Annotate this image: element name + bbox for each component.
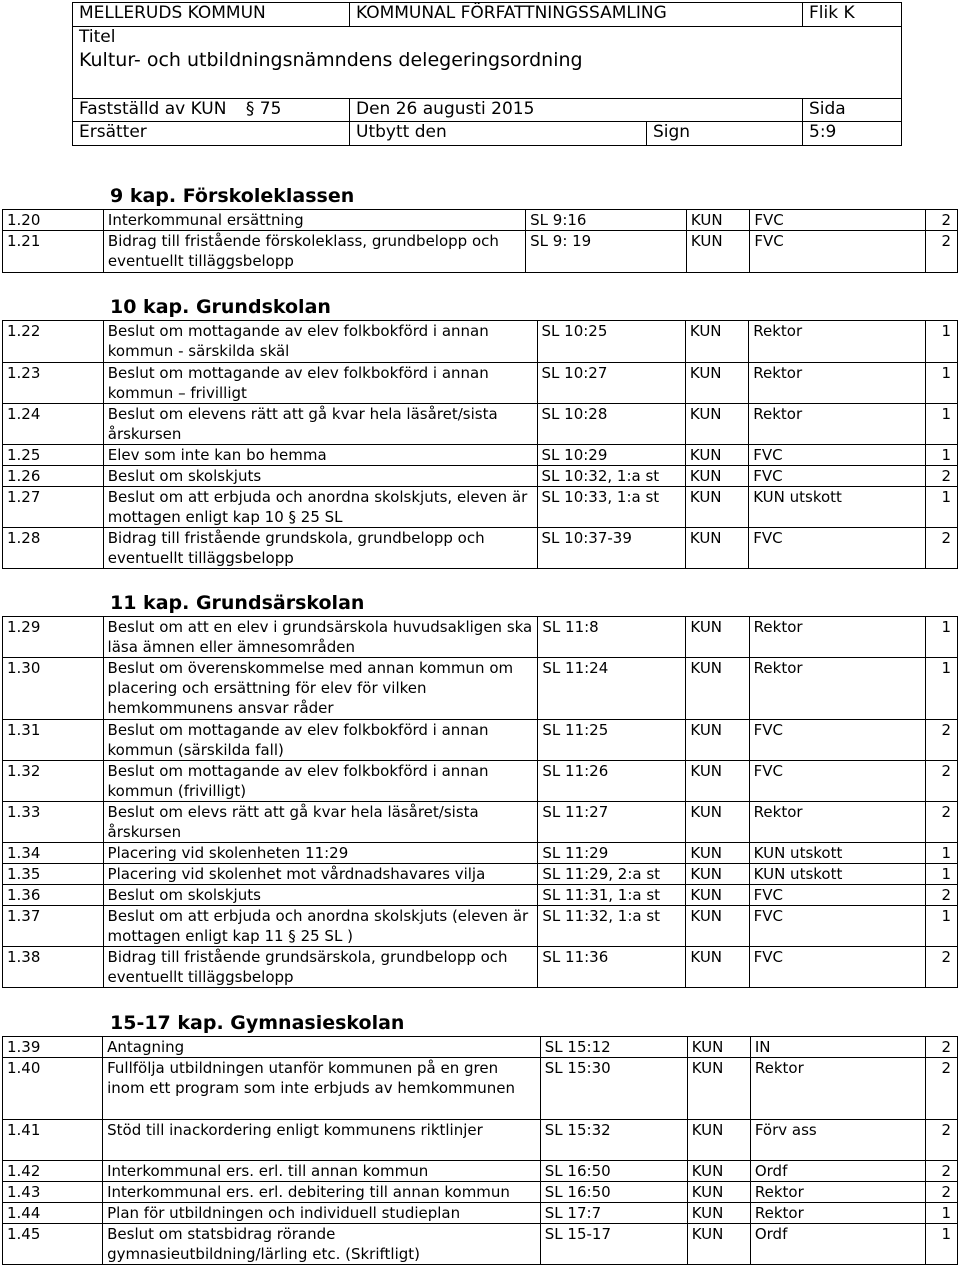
item-number: 1.39 (3, 1037, 103, 1058)
law-reference: SL 11:24 (538, 658, 686, 720)
table-row (3, 445, 958, 466)
paragraph-number: § 75 (245, 99, 282, 119)
level: 2 (925, 231, 957, 273)
item-description: Beslut om mottagande av elev folkbokförd i annan kommun (frivilligt) (103, 761, 538, 802)
level: 1 (925, 404, 957, 445)
delegate: Ordf (750, 1161, 925, 1182)
responsible-body: KUN (687, 1224, 750, 1265)
item-number: 1.41 (3, 1120, 103, 1161)
established-cell (73, 99, 350, 122)
item-number: 1.24 (3, 404, 104, 445)
item-number: 1.38 (3, 947, 104, 988)
item-description: Beslut om skolskjuts (103, 885, 538, 906)
item-number: 1.36 (3, 885, 104, 906)
level: 2 (925, 720, 957, 761)
item-description: Bidrag till fristående grundsärskola, grundbelopp och eventuellt tilläggsbelopp (103, 947, 538, 988)
page-label: Sida (803, 99, 902, 122)
delegate: FVC (750, 231, 925, 273)
table-row (3, 761, 958, 802)
delegate: Rektor (749, 802, 925, 843)
item-number: 1.44 (3, 1203, 103, 1224)
item-number: 1.22 (3, 321, 104, 363)
item-number: 1.43 (3, 1182, 103, 1203)
table-row (3, 864, 958, 885)
replaces-label: Ersätter (73, 122, 350, 146)
responsible-body: KUN (685, 404, 748, 445)
table-row (3, 1182, 958, 1203)
level: 1 (925, 321, 957, 363)
item-number: 1.37 (3, 906, 104, 947)
law-reference: SL 15:32 (540, 1120, 687, 1161)
delegate: Rektor (750, 1058, 925, 1120)
responsible-body: KUN (686, 210, 749, 231)
page-number: 5:9 (803, 122, 902, 146)
item-description: Placering vid skolenhet mot vårdnadshavares vilja (103, 864, 538, 885)
document-header (72, 2, 902, 146)
law-reference: SL 11:27 (538, 802, 686, 843)
item-number: 1.35 (3, 864, 104, 885)
law-reference: SL 10:33, 1:a st (537, 487, 685, 528)
item-number: 1.32 (3, 761, 104, 802)
responsible-body: KUN (685, 445, 748, 466)
delegation-table (2, 1036, 958, 1265)
delegate: IN (750, 1037, 925, 1058)
table-row (3, 658, 958, 720)
level: 1 (925, 906, 957, 947)
collection-name: KOMMUNAL FÖRFATTNINGSSAMLING (350, 3, 803, 27)
law-reference: SL 11:36 (538, 947, 686, 988)
law-reference: SL 10:37-39 (537, 528, 685, 569)
title-cell (73, 27, 902, 99)
item-number: 1.25 (3, 445, 104, 466)
level: 1 (925, 363, 957, 404)
responsible-body: KUN (686, 617, 749, 658)
law-reference: SL 10:29 (537, 445, 685, 466)
delegate: Ordf (750, 1224, 925, 1265)
responsible-body: KUN (686, 658, 749, 720)
table-row (3, 363, 958, 404)
table-row (3, 802, 958, 843)
item-description: Beslut om att erbjuda och anordna skolskjuts, eleven är mottagen enligt kap 10 § 25 SL (103, 487, 537, 528)
item-description: Beslut om skolskjuts (103, 466, 537, 487)
item-description: Plan för utbildningen och individuell studieplan (103, 1203, 541, 1224)
item-description: Beslut om att erbjuda och anordna skolskjuts (eleven är mottagen enligt kap 11 § 25 SL ) (103, 906, 538, 947)
level: 1 (925, 864, 957, 885)
responsible-body: KUN (686, 885, 749, 906)
section-title: 11 kap. Grundsärskolan (110, 592, 365, 614)
item-description: Fullfölja utbildningen utanför kommunen på en gren inom ett program som inte erbjuds av hemkommunen (103, 1058, 541, 1120)
level: 2 (925, 1058, 957, 1120)
level: 1 (925, 1203, 957, 1224)
law-reference: SL 16:50 (540, 1161, 687, 1182)
level: 2 (925, 1037, 957, 1058)
item-number: 1.30 (3, 658, 104, 720)
responsible-body: KUN (686, 843, 749, 864)
tab-label: Flik K (803, 3, 902, 27)
responsible-body: KUN (685, 487, 748, 528)
delegate: FVC (749, 885, 925, 906)
responsible-body: KUN (686, 864, 749, 885)
responsible-body: KUN (687, 1182, 750, 1203)
sign-label: Sign (647, 122, 803, 146)
responsible-body: KUN (687, 1058, 750, 1120)
replaced-label: Utbytt den (350, 122, 647, 146)
responsible-body: KUN (686, 906, 749, 947)
table-row (3, 885, 958, 906)
level: 1 (925, 487, 957, 528)
law-reference: SL 11:31, 1:a st (538, 885, 686, 906)
table-row (3, 720, 958, 761)
level: 2 (925, 761, 957, 802)
item-number: 1.29 (3, 617, 104, 658)
item-number: 1.33 (3, 802, 104, 843)
item-description: Elev som inte kan bo hemma (103, 445, 537, 466)
item-description: Interkommunal ers. erl. till annan kommun (103, 1161, 541, 1182)
level: 2 (925, 802, 957, 843)
item-description: Beslut om mottagande av elev folkbokförd i annan kommun – frivilligt (103, 363, 537, 404)
law-reference: SL 10:32, 1:a st (537, 466, 685, 487)
delegate: Förv ass (750, 1120, 925, 1161)
item-number: 1.21 (3, 231, 104, 273)
item-description: Bidrag till fristående grundskola, grundbelopp och eventuellt tilläggsbelopp (103, 528, 537, 569)
law-reference: SL 10:28 (537, 404, 685, 445)
item-description: Antagning (103, 1037, 541, 1058)
law-reference: SL 15:12 (540, 1037, 687, 1058)
municipality-name: MELLERUDS KOMMUN (73, 3, 350, 27)
table-row (3, 906, 958, 947)
item-description: Beslut om att en elev i grundsärskola huvudsakligen ska läsa ämnen eller ämnesområden (103, 617, 538, 658)
item-number: 1.23 (3, 363, 104, 404)
law-reference: SL 16:50 (540, 1182, 687, 1203)
responsible-body: KUN (685, 321, 748, 363)
responsible-body: KUN (687, 1037, 750, 1058)
responsible-body: KUN (687, 1203, 750, 1224)
delegate: FVC (749, 947, 925, 988)
table-row (3, 1224, 958, 1265)
delegate: FVC (749, 906, 925, 947)
item-number: 1.26 (3, 466, 104, 487)
level: 2 (925, 210, 957, 231)
item-number: 1.28 (3, 528, 104, 569)
level: 1 (925, 445, 957, 466)
table-row (3, 1203, 958, 1224)
level: 2 (925, 947, 957, 988)
delegate: KUN utskott (749, 864, 925, 885)
item-description: Beslut om elevens rätt att gå kvar hela läsåret/sista årskursen (103, 404, 537, 445)
level: 2 (925, 1182, 957, 1203)
law-reference: SL 9: 19 (526, 231, 687, 273)
delegate: FVC (750, 210, 925, 231)
responsible-body: KUN (687, 1161, 750, 1182)
responsible-body: KUN (685, 466, 748, 487)
section-title: 9 kap. Förskoleklassen (110, 185, 355, 207)
item-number: 1.45 (3, 1224, 103, 1265)
delegate: Rektor (749, 363, 926, 404)
item-description: Interkommunal ersättning (103, 210, 525, 231)
law-reference: SL 11:32, 1:a st (538, 906, 686, 947)
table-row (3, 231, 958, 273)
item-description: Beslut om elevs rätt att gå kvar hela läsåret/sista årskursen (103, 802, 538, 843)
delegate: Rektor (750, 1182, 925, 1203)
title-label: Titel (79, 27, 116, 47)
item-number: 1.42 (3, 1161, 103, 1182)
delegate: Rektor (749, 404, 926, 445)
delegate: FVC (749, 528, 926, 569)
delegate: Rektor (750, 1203, 925, 1224)
delegate: Rektor (749, 321, 926, 363)
item-description: Beslut om mottagande av elev folkbokförd i annan kommun (särskilda fall) (103, 720, 538, 761)
table-row (3, 1120, 958, 1161)
table-row (3, 487, 958, 528)
delegate: FVC (749, 761, 925, 802)
level: 2 (925, 1120, 957, 1161)
law-reference: SL 10:27 (537, 363, 685, 404)
item-description: Beslut om statsbidrag rörande gymnasieutbildning/lärling etc. (Skriftligt) (103, 1224, 541, 1265)
table-row (3, 947, 958, 988)
responsible-body: KUN (686, 802, 749, 843)
law-reference: SL 11:25 (538, 720, 686, 761)
section-title: 15-17 kap. Gymnasieskolan (110, 1012, 405, 1034)
law-reference: SL 11:29, 2:a st (538, 864, 686, 885)
level: 1 (925, 843, 957, 864)
responsible-body: KUN (687, 1120, 750, 1161)
responsible-body: KUN (686, 761, 749, 802)
delegate: Rektor (749, 658, 925, 720)
table-row (3, 1161, 958, 1182)
item-number: 1.40 (3, 1058, 103, 1120)
item-description: Beslut om överenskommelse med annan kommun om placering och ersättning för elev för vilken hemkommunens ansvar råder (103, 658, 538, 720)
item-description: Placering vid skolenheten 11:29 (103, 843, 538, 864)
law-reference: SL 17:7 (540, 1203, 687, 1224)
responsible-body: KUN (686, 720, 749, 761)
delegate: Rektor (749, 617, 925, 658)
item-description: Interkommunal ers. erl. debitering till annan kommun (103, 1182, 541, 1203)
table-row (3, 617, 958, 658)
delegate: FVC (749, 720, 925, 761)
document-title: Kultur- och utbildningsnämndens delegeringsordning (79, 49, 583, 71)
law-reference: SL 9:16 (526, 210, 687, 231)
delegation-table (2, 320, 958, 569)
law-reference: SL 11:8 (538, 617, 686, 658)
level: 2 (925, 885, 957, 906)
responsible-body: KUN (685, 528, 748, 569)
level: 2 (925, 466, 957, 487)
delegate: KUN utskott (749, 843, 925, 864)
responsible-body: KUN (686, 231, 749, 273)
table-row (3, 528, 958, 569)
level: 2 (925, 528, 957, 569)
law-reference: SL 11:29 (538, 843, 686, 864)
delegate: KUN utskott (749, 487, 926, 528)
table-row (3, 466, 958, 487)
level: 2 (925, 1161, 957, 1182)
table-row (3, 321, 958, 363)
date: Den 26 augusti 2015 (350, 99, 803, 122)
delegation-table (2, 209, 958, 273)
table-row (3, 843, 958, 864)
level: 1 (925, 658, 957, 720)
delegate: FVC (749, 445, 926, 466)
table-row (3, 1037, 958, 1058)
table-row (3, 404, 958, 445)
item-description: Beslut om mottagande av elev folkbokförd i annan kommun - särskilda skäl (103, 321, 537, 363)
section-title: 10 kap. Grundskolan (110, 296, 331, 318)
item-number: 1.20 (3, 210, 104, 231)
level: 1 (925, 1224, 957, 1265)
responsible-body: KUN (685, 363, 748, 404)
law-reference: SL 15-17 (540, 1224, 687, 1265)
law-reference: SL 11:26 (538, 761, 686, 802)
established-label: Fastställd av KUN (79, 99, 227, 119)
law-reference: SL 15:30 (540, 1058, 687, 1120)
item-number: 1.31 (3, 720, 104, 761)
law-reference: SL 10:25 (537, 321, 685, 363)
item-number: 1.34 (3, 843, 104, 864)
table-row (3, 210, 958, 231)
item-number: 1.27 (3, 487, 104, 528)
delegation-table (2, 616, 958, 988)
level: 1 (925, 617, 957, 658)
item-description: Bidrag till fristående förskoleklass, grundbelopp och eventuellt tilläggsbelopp (103, 231, 525, 273)
table-row (3, 1058, 958, 1120)
responsible-body: KUN (686, 947, 749, 988)
delegate: FVC (749, 466, 926, 487)
item-description: Stöd till inackordering enligt kommunens riktlinjer (103, 1120, 541, 1161)
